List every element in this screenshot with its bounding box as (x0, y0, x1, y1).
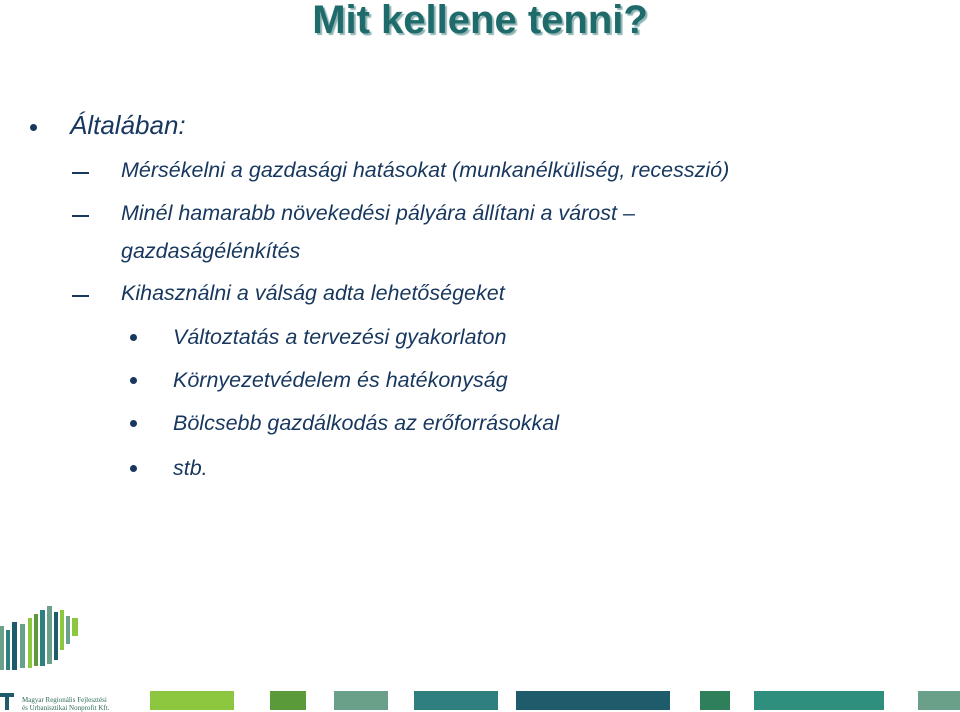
bullet-dot (30, 124, 37, 131)
footer-strip-teal (414, 691, 498, 710)
footer-strip-green-2 (700, 691, 730, 710)
list-item: Mérsékelni a gazdasági hatásokat (munkanélküliség, recesszió) (121, 158, 730, 182)
footer-strip-dark-teal (516, 691, 670, 710)
dash-marker (72, 215, 89, 217)
list-item: Minél hamarabb növekedési pályára állítani a várost – (121, 201, 635, 225)
bullet-dot (130, 465, 137, 472)
list-item: Változtatás a tervezési gyakorlaton (173, 325, 507, 349)
logo-letter-t (0, 690, 14, 710)
list-item: Kihasználni a válság adta lehetőségeket (121, 281, 505, 305)
list-item: Bölcsebb gazdálkodás az erőforrásokkal (173, 411, 560, 435)
bullet-dot (130, 334, 137, 341)
footer-strip-teal-2 (754, 691, 884, 710)
footer-strip-green (270, 691, 306, 710)
heading-item: Általában: (70, 110, 186, 140)
logo-text: Magyar Regionális Fejlesztési és Urbanisztikai Nonprofit Kft. (22, 696, 110, 712)
list-item: Környezetvédelem és hatékonyság (173, 368, 508, 392)
footer-strip-teal-light-2 (918, 691, 960, 710)
footer-strip-green-light (150, 691, 234, 710)
list-item: stb. (173, 456, 208, 480)
bullet-dot (130, 420, 137, 427)
organization-logo-icon (0, 606, 90, 676)
list-item-continuation: gazdaságélénkítés (121, 239, 301, 263)
bullet-dot (130, 377, 137, 384)
dash-marker (72, 295, 89, 297)
dash-marker (72, 172, 89, 174)
slide-title: Mit kellene tenni? (312, 0, 648, 42)
footer-strip-teal-light (334, 691, 388, 710)
